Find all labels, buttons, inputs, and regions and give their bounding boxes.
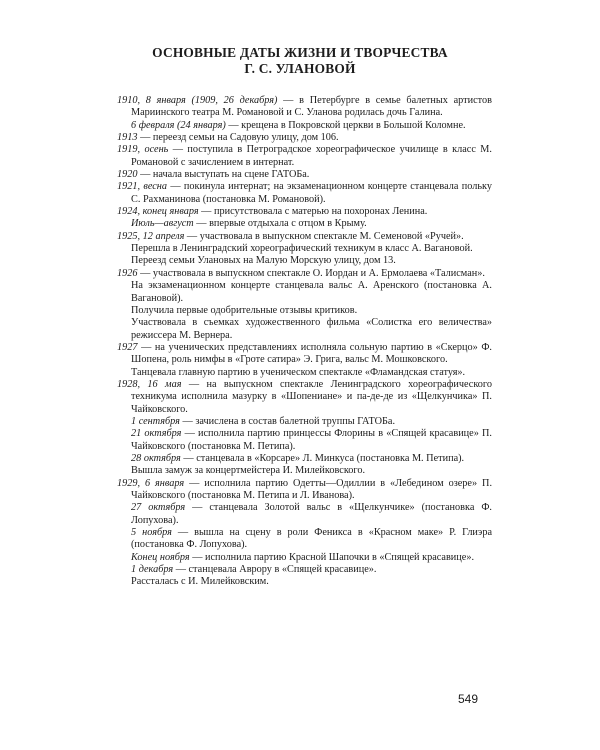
subentry-date: 28 октября: [131, 452, 181, 464]
chronology-subentry: [117, 218, 492, 230]
chronology-subentry: [117, 280, 492, 305]
entry-date: 1910, 8 января (1909, 26 декабря): [117, 95, 278, 106]
chronology-subentry: [117, 576, 492, 588]
subentry-text: — крещена в Покровской церкви в Большой Коломне.: [225, 119, 466, 131]
subentry-date: 27 октября: [131, 502, 186, 514]
chronology-entry: [117, 342, 492, 367]
subentry-date: Июль—август: [131, 218, 194, 230]
chronology-entry: [117, 268, 492, 280]
entry-text: — на ученических представлениях исполняла сольную партию в «Скерцо» Ф. Шопена, роль нимфы в «Гроте сатира» Э. Грига, вальс М. Мошковского.: [131, 341, 492, 366]
entry-text: — участвовала в выпускном спектакле О. Иордан и А. Ермолаева «Талисман».: [137, 267, 485, 279]
chronology-subentry: [117, 255, 492, 267]
entry-date: 1921, весна: [117, 181, 168, 193]
subentry-date: 6 февраля (24 января): [131, 119, 226, 131]
subentry-text: Получила первые одобрительные отзывы критиков.: [131, 304, 358, 316]
entry-text: — присутствовала с матерью на похоронах Ленина.: [198, 206, 428, 218]
entry-date: 1926: [117, 267, 138, 279]
page-number: 549: [458, 692, 479, 706]
subentry-text: Переезд семьи Улановых на Малую Морскую улицу, дом 13.: [131, 255, 396, 267]
subentry-text: — впервые отдыхала с отцом в Крыму.: [193, 218, 367, 230]
entry-text: — начала выступать на сцене ГАТОБа.: [137, 169, 310, 181]
chronology-subentry: [117, 317, 492, 342]
chronology-subentry: [117, 564, 492, 576]
entry-date: 1927: [117, 341, 138, 353]
chronology-subentry: [117, 305, 492, 317]
entry-date: 1913: [117, 132, 138, 144]
entry-date: 1924, конец января: [117, 206, 199, 218]
chronology-subentry: [117, 428, 492, 453]
chronology-entry: [117, 206, 492, 218]
chronology-entry: [117, 478, 492, 503]
chronology-entry: [117, 231, 492, 243]
chronology-entry: [117, 181, 492, 206]
entry-text: — покинула интернат; на экзаменационном концерте станцевала польку С. Рахманинова (постановка М. Романовой).: [131, 181, 492, 205]
entry-date: 1919, осень: [117, 144, 169, 156]
subentry-text: На экзаменационном концерте станцевала вальс А. Аренского (постановка А. Вагановой).: [131, 280, 492, 304]
subentry-date: 5 ноября: [131, 527, 172, 539]
subentry-text: Вышла замуж за концертмейстера И. Милейковского.: [131, 465, 366, 477]
chronology-subentry: [117, 243, 492, 255]
chronology-entry: [117, 169, 492, 181]
entry-date: 1929, 6 января: [117, 477, 185, 489]
entry-date: 1925, 12 апреля: [117, 230, 185, 242]
entry-text: — исполнила партию Одетты—Одиллии в «Лебедином озере» П. Чайковского (постановка М. Петипа и Л. Иванова).: [131, 477, 493, 501]
chronology-subentry: [117, 552, 492, 564]
subentry-text: Танцевала главную партию в ученическом спектакле «Фламандская статуя».: [131, 366, 466, 378]
chapter-title: ОСНОВНЫЕ ДАТЫ ЖИЗНИ И ТВОРЧЕСТВА: [152, 45, 448, 60]
subentry-text: — станцевала в «Корсаре» Л. Минкуса (постановка М. Петипа).: [180, 452, 465, 464]
chronology-subentry: [117, 502, 492, 527]
entry-date: 1928, 16 мая: [117, 378, 182, 390]
subentry-text: — исполнила партию принцессы Флорины в «Спящей красавице» П. Чайковского (постановка М. Петипа).: [131, 428, 492, 452]
subentry-date: 21 октября: [131, 428, 182, 440]
chronology-entry: [117, 95, 492, 120]
entry-text: — в Петербурге в семье балетных артистов Мариинского театра М. Романовой и С. Уланова родилась дочь Галина.: [131, 95, 492, 119]
chronology-entry: [117, 379, 492, 416]
subentry-text: Рассталась с И. Милейковским.: [131, 576, 269, 588]
entry-text: — поступила в Петроградское хореографическое училище в класс М. Романовой с зачислением в интернат.: [131, 144, 492, 168]
subentry-text: — исполнила партию Красной Шапочки в «Спящей красавице».: [189, 551, 475, 563]
subentry-text: — станцевала Аврору в «Спящей красавице».: [173, 564, 377, 576]
chronology-list: [117, 95, 492, 589]
subentry-text: Участвовала в съемках художественного фильма «Солистка его величества» режиссера М. Вернера.: [131, 317, 492, 341]
chapter-subtitle: Г. С. УЛАНОВОЙ: [244, 61, 356, 76]
subentry-text: Перешла в Ленинградский хореографический техникум в класс А. Вагановой.: [131, 243, 473, 255]
chronology-subentry: [117, 453, 492, 465]
chronology-subentry: [117, 120, 492, 132]
subentry-text: — вышла на сцену в роли Феникса в «Красном маке» Р. Глиэра (постановка Ф. Лопухова).: [131, 527, 492, 551]
subentry-date: 1 сентября: [131, 415, 180, 427]
entry-text: — на выпускном спектакле Ленинградского хореографического техникума исполнила мазурку в «Шопениане» и па-де-де из «Щелкунчика» П. Чайковского.: [131, 378, 492, 415]
entry-text: — переезд семьи на Садовую улицу, дом 106.: [137, 132, 339, 144]
entry-date: 1920: [117, 169, 138, 181]
entry-text: — участвовала в выпускном спектакле М. Семеновой «Ручей».: [184, 230, 464, 242]
subentry-text: — зачислена в состав балетной труппы ГАТОБа.: [179, 415, 396, 427]
subentry-date: 1 декабря: [131, 564, 174, 576]
chronology-subentry: [117, 527, 492, 552]
subentry-date: Конец ноября: [131, 551, 190, 563]
chronology-subentry: [117, 416, 492, 428]
chronology-entry: [117, 132, 492, 144]
chronology-subentry: [117, 465, 492, 477]
subentry-text: — станцевала Золотой вальс в «Щелкунчике» (постановка Ф. Лопухова).: [131, 502, 492, 526]
chronology-subentry: [117, 367, 492, 379]
chronology-entry: [117, 144, 492, 169]
